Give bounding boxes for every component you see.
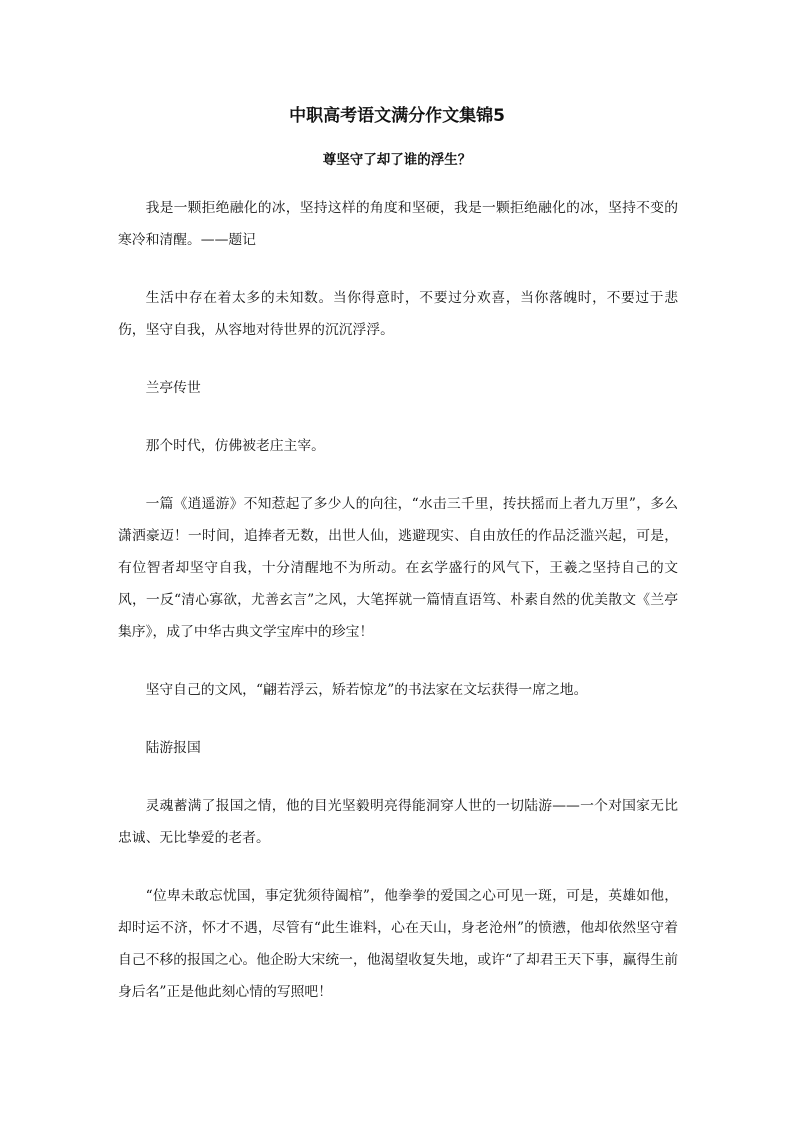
body-paragraph: 坚守自己的文风，“翩若浮云，矫若惊龙”的书法家在文坛获得一席之地。 [145,682,588,698]
body-paragraph: 灵魂蓄满了报国之情，他的目光坚毅明亮得能洞穿人世的一切陆游——一个对国家无比忠诚、无比挚爱的老者。 [118,798,678,846]
intro-paragraph: 生活中存在着太多的未知数。当你得意时，不要过分欢喜，当你落魄时，不要过于悲伤，坚守自我，从容地对待世界的沉沉浮浮。 [118,290,678,338]
body-paragraph: 那个时代，仿佛被老庄主宰。 [145,438,325,454]
epigraph-paragraph: 我是一颗拒绝融化的冰，坚持这样的角度和坚硬，我是一颗拒绝融化的冰，坚持不变的寒冷和清醒。——题记 [118,200,678,248]
essay-body [118,192,678,1034]
body-paragraph: “位卑未敢忘忧国，事定犹须待阖棺”，他拳拳的爱国之心可见一斑，可是，英雄如他，却时运不济，怀才不遇，尽管有“此生谁料，心在天山，身老沧州”的愤懑，他却依然坚守着自己不移的报国之心。他企盼大宋统一，他渴望收复失地，或许“了却君王天下事，赢得生前身后名”正是他此刻心情的写照吧！ [118,888,678,1000]
body-paragraph: 一篇《逍遥游》不知惹起了多少人的向往，“水击三千里，抟扶摇而上者九万里”，多么潇洒豪迈！一时间，追捧者无数，出世人仙，逃避现实、自由放任的作品泛滥兴起，可是，有位智者却坚守自我，十分清醒地不为所动。在玄学盛行的风气下，王羲之坚持自己的文风，一反“清心寡欲，尤善玄言”之风，大笔挥就一篇情直语笃、朴素自然的优美散文《兰亭集序》，成了中华古典文学宝库中的珍宝！ [118,496,678,640]
document-title: 中职高考语文满分作文集锦5 [289,106,505,126]
section-heading-luyou: 陆游报国 [145,740,201,756]
essay-title: 尊坚守了却了谁的浮生？ [322,152,472,168]
section-heading-lanting: 兰亭传世 [145,380,201,396]
